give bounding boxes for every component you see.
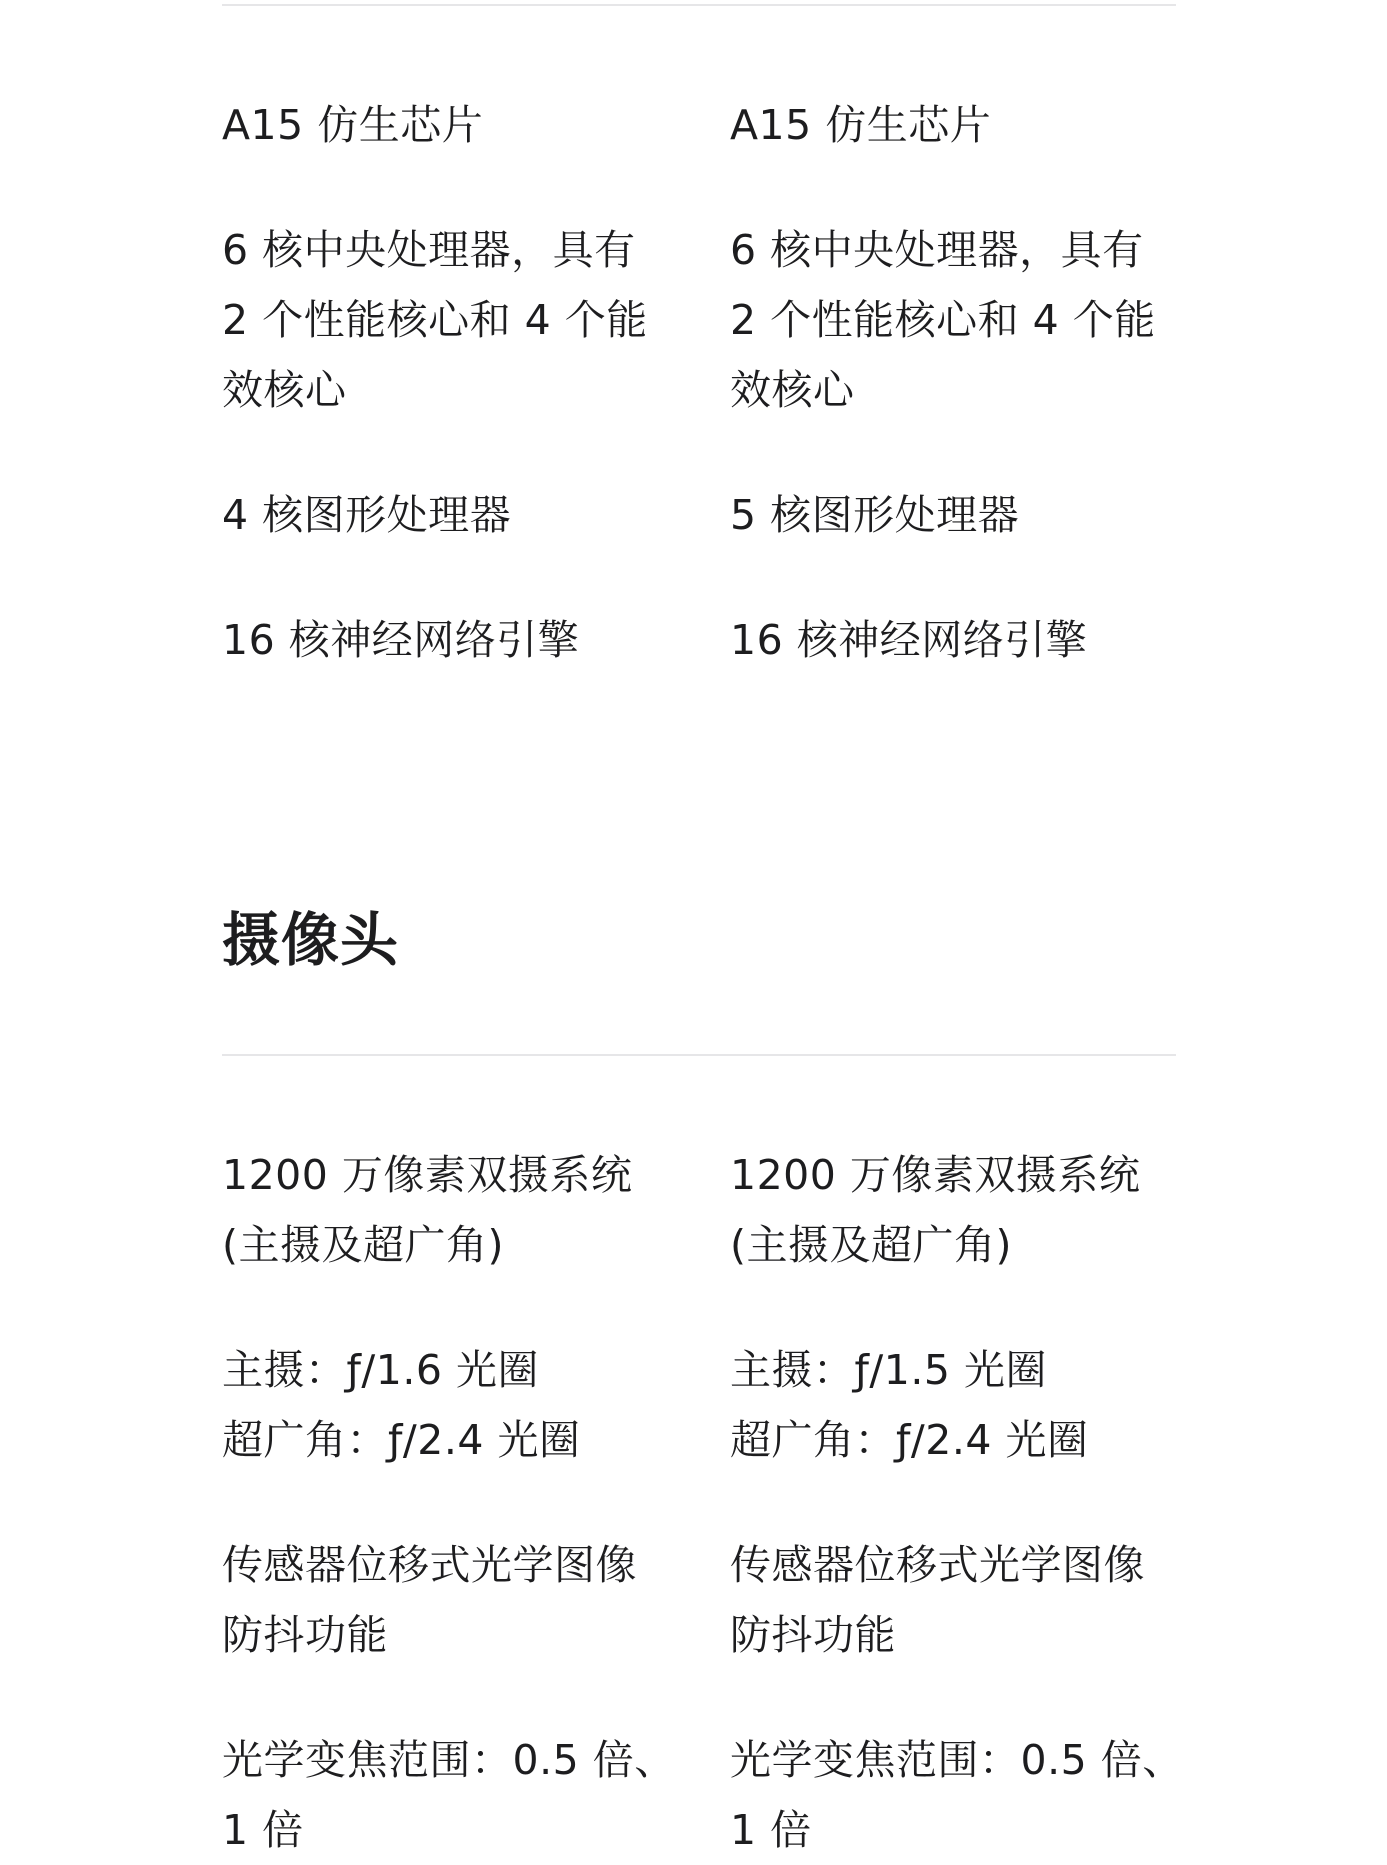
zoom-spec-line-1: 光学变焦范围：0.5 倍、 <box>222 1736 676 1784</box>
top-divider <box>222 4 1176 6</box>
gpu-spec: 4 核图形处理器 <box>222 491 512 539</box>
cpu-spec-line-2: 2 个性能核心和 4 个能 <box>222 296 648 344</box>
camera-system-line-2: (主摄及超广角) <box>730 1221 1012 1269</box>
zoom-spec-line-2: 1 倍 <box>730 1806 812 1854</box>
camera-section-heading: 摄像头 <box>222 906 400 974</box>
cpu-spec-line-1: 6 核中央处理器，具有 <box>730 226 1144 274</box>
ois-spec-line-1: 传感器位移式光学图像 <box>730 1541 1145 1589</box>
ultrawide-aperture-spec: 超广角：ƒ/2.4 光圈 <box>222 1416 581 1464</box>
neural-engine-spec: 16 核神经网络引擎 <box>222 616 580 664</box>
ois-spec-line-1: 传感器位移式光学图像 <box>222 1541 637 1589</box>
camera-system-line-2: (主摄及超广角) <box>222 1221 504 1269</box>
neural-engine-spec: 16 核神经网络引擎 <box>730 616 1088 664</box>
cpu-spec-line-1: 6 核中央处理器，具有 <box>222 226 636 274</box>
zoom-spec-line-2: 1 倍 <box>222 1806 304 1854</box>
gpu-spec: 5 核图形处理器 <box>730 491 1020 539</box>
camera-system-line-1: 1200 万像素双摄系统 <box>222 1151 633 1199</box>
cpu-spec-line-3: 效核心 <box>222 366 347 414</box>
camera-system-line-1: 1200 万像素双摄系统 <box>730 1151 1141 1199</box>
main-aperture-spec: 主摄：ƒ/1.5 光圈 <box>730 1346 1047 1394</box>
chip-name: A15 仿生芯片 <box>730 101 992 149</box>
ois-spec-line-2: 防抖功能 <box>730 1611 896 1659</box>
cpu-spec-line-2: 2 个性能核心和 4 个能 <box>730 296 1156 344</box>
ois-spec-line-2: 防抖功能 <box>222 1611 388 1659</box>
ultrawide-aperture-spec: 超广角：ƒ/2.4 光圈 <box>730 1416 1089 1464</box>
cpu-spec-line-3: 效核心 <box>730 366 855 414</box>
zoom-spec-line-1: 光学变焦范围：0.5 倍、 <box>730 1736 1184 1784</box>
main-aperture-spec: 主摄：ƒ/1.6 光圈 <box>222 1346 539 1394</box>
camera-divider <box>222 1054 1176 1056</box>
chip-name: A15 仿生芯片 <box>222 101 484 149</box>
